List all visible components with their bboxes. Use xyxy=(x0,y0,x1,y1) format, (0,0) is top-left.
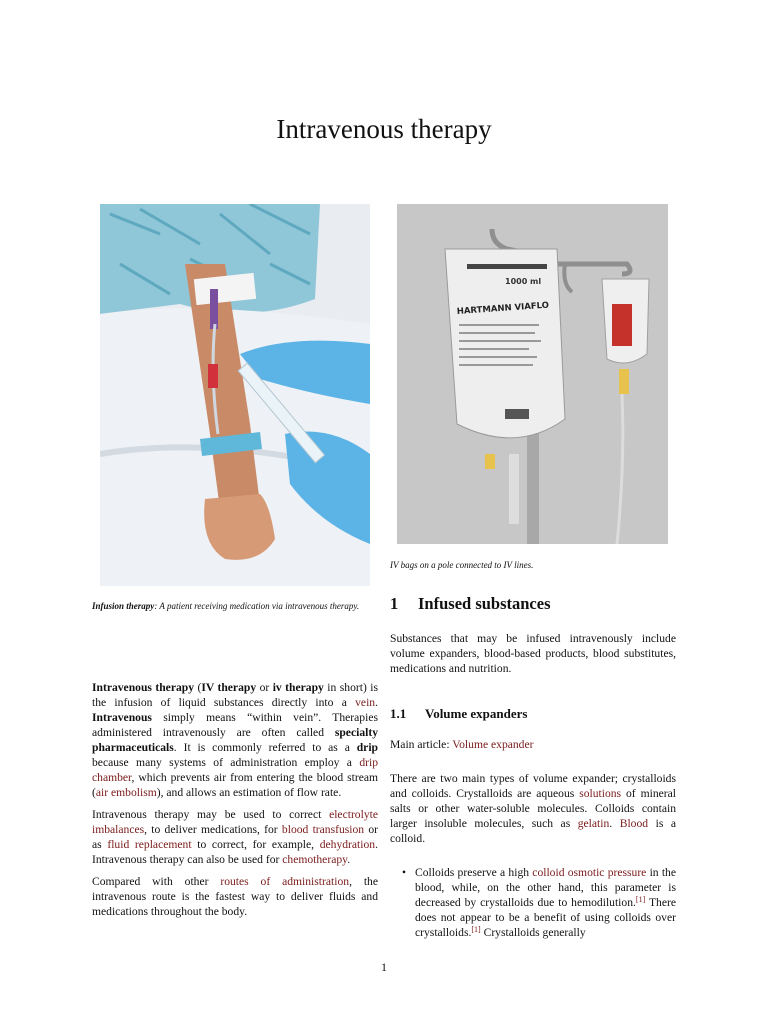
iv-bags-photo xyxy=(397,204,668,544)
text: . xyxy=(609,817,620,830)
text: simply means “within vein”. Therapies administered intravenously are often called xyxy=(92,711,378,739)
text: , which prevents air from entering the blood stream ( xyxy=(92,771,378,799)
text: Colloids preserve a high xyxy=(415,866,533,879)
bold-term: IV therapy xyxy=(201,681,257,694)
bag-brand-label: HARTMANN VIAFLO xyxy=(456,300,550,317)
intro-paragraph-1 xyxy=(92,680,378,800)
subsection-title: Volume expanders xyxy=(425,706,528,721)
link-gelatin[interactable]: gelatin xyxy=(577,817,610,830)
text: . xyxy=(347,853,351,866)
citation-link[interactable]: [1] xyxy=(471,925,481,934)
link-colloid-osmotic-pressure[interactable]: colloid osmotic pressure xyxy=(532,866,647,879)
main-article-label: Main article: xyxy=(390,738,453,751)
subsection-heading-volume-expanders xyxy=(390,706,527,722)
bag-volume-label: 1000 ml xyxy=(505,277,542,286)
link-vein[interactable]: vein xyxy=(355,696,376,709)
text: ( xyxy=(194,681,202,694)
caption-text: : A patient receiving medication via intravenous therapy. xyxy=(154,601,360,611)
intro-paragraph-2 xyxy=(92,807,378,867)
bold-term: iv therapy xyxy=(272,681,324,694)
text: in short) is the infusion of liquid substances directly into a xyxy=(92,681,378,709)
link-solutions[interactable]: solutions xyxy=(579,787,622,800)
section1-body xyxy=(390,631,676,683)
bold-term: drip xyxy=(356,741,378,754)
link-volume-expander[interactable]: Volume expander xyxy=(452,738,534,751)
text: or xyxy=(256,681,273,694)
text: , to deliver medications, for xyxy=(144,823,282,836)
bold-term: Intravenous therapy xyxy=(92,681,195,694)
bullet-list xyxy=(390,865,676,940)
left-column xyxy=(92,680,378,926)
text: is a colloid. xyxy=(390,817,676,845)
link-electrolyte[interactable]: electrolyte imbalances xyxy=(92,808,378,836)
text: . xyxy=(375,696,378,709)
link-fluid-replacement[interactable]: fluid replacement xyxy=(107,838,192,851)
text: There does not appear to be a benefit of using colloids over crystalloids. xyxy=(415,896,676,939)
figure-caption-right: IV bags on a pole connected to IV lines. xyxy=(390,560,534,570)
link-blood-transfusion[interactable]: blood transfusion xyxy=(281,823,365,836)
text: of mineral salts or other water-soluble molecules. Colloids contain larger insoluble molecules, such as xyxy=(390,787,676,830)
text: Compared with other xyxy=(92,875,221,888)
link-drip-chamber[interactable]: drip chamber xyxy=(92,756,378,784)
text: because many systems of administration employ a xyxy=(92,756,360,769)
section-title: Infused substances xyxy=(418,594,551,613)
text: Crystalloids generally xyxy=(480,926,586,939)
link-air-embolism[interactable]: air embolism xyxy=(95,786,157,799)
text: or as xyxy=(92,823,378,851)
text: . Intravenous therapy can also be used for xyxy=(92,838,378,866)
text: . It is commonly referred to as a xyxy=(173,741,357,754)
subsection-number: 1.1 xyxy=(390,706,407,721)
text: There are two main types of volume expander; crystalloids and colloids. Crystalloids are aqueous xyxy=(390,772,676,800)
link-blood[interactable]: Blood xyxy=(619,817,649,830)
section1-paragraph: Substances that may be infused intravenously include volume expanders, blood-based products, blood substitutes, medications and nutrition. xyxy=(390,632,676,675)
volume-expanders-paragraph xyxy=(390,771,676,846)
list-item xyxy=(390,865,676,940)
link-routes-of-administration[interactable]: routes of administration xyxy=(220,875,350,888)
page-title: Intravenous therapy xyxy=(276,114,492,144)
figure-caption-left xyxy=(92,600,378,613)
bullet-icon: • xyxy=(402,866,407,879)
bold-term: specialty pharmaceuticals xyxy=(92,726,378,754)
citation-link[interactable]: [1] xyxy=(635,895,646,904)
link-dehydration[interactable]: dehydration xyxy=(319,838,376,851)
link-chemotherapy[interactable]: chemotherapy xyxy=(282,853,348,866)
volume-expanders-body xyxy=(390,771,676,853)
intro-paragraph-3 xyxy=(92,874,378,919)
text: ), and allows an estimation of flow rate. xyxy=(156,786,342,799)
section-heading-infused-substances xyxy=(390,594,551,614)
caption-term: Infusion therapy xyxy=(92,601,155,611)
text: , the intravenous route is the fastest way to deliver fluids and medications throughout the body. xyxy=(92,875,378,918)
bold-term: Intravenous xyxy=(92,711,152,724)
main-article-line xyxy=(390,737,676,752)
infusion-therapy-photo xyxy=(100,204,370,586)
page-number: 1 xyxy=(381,960,387,974)
text: Intravenous therapy may be used to correct xyxy=(92,808,330,821)
section-number: 1 xyxy=(390,594,399,613)
text: to correct, for example, xyxy=(191,838,320,851)
text: in the blood, while, on the other hand, this parameter is decreased by crystalloids due to hemodilution. xyxy=(415,866,676,909)
